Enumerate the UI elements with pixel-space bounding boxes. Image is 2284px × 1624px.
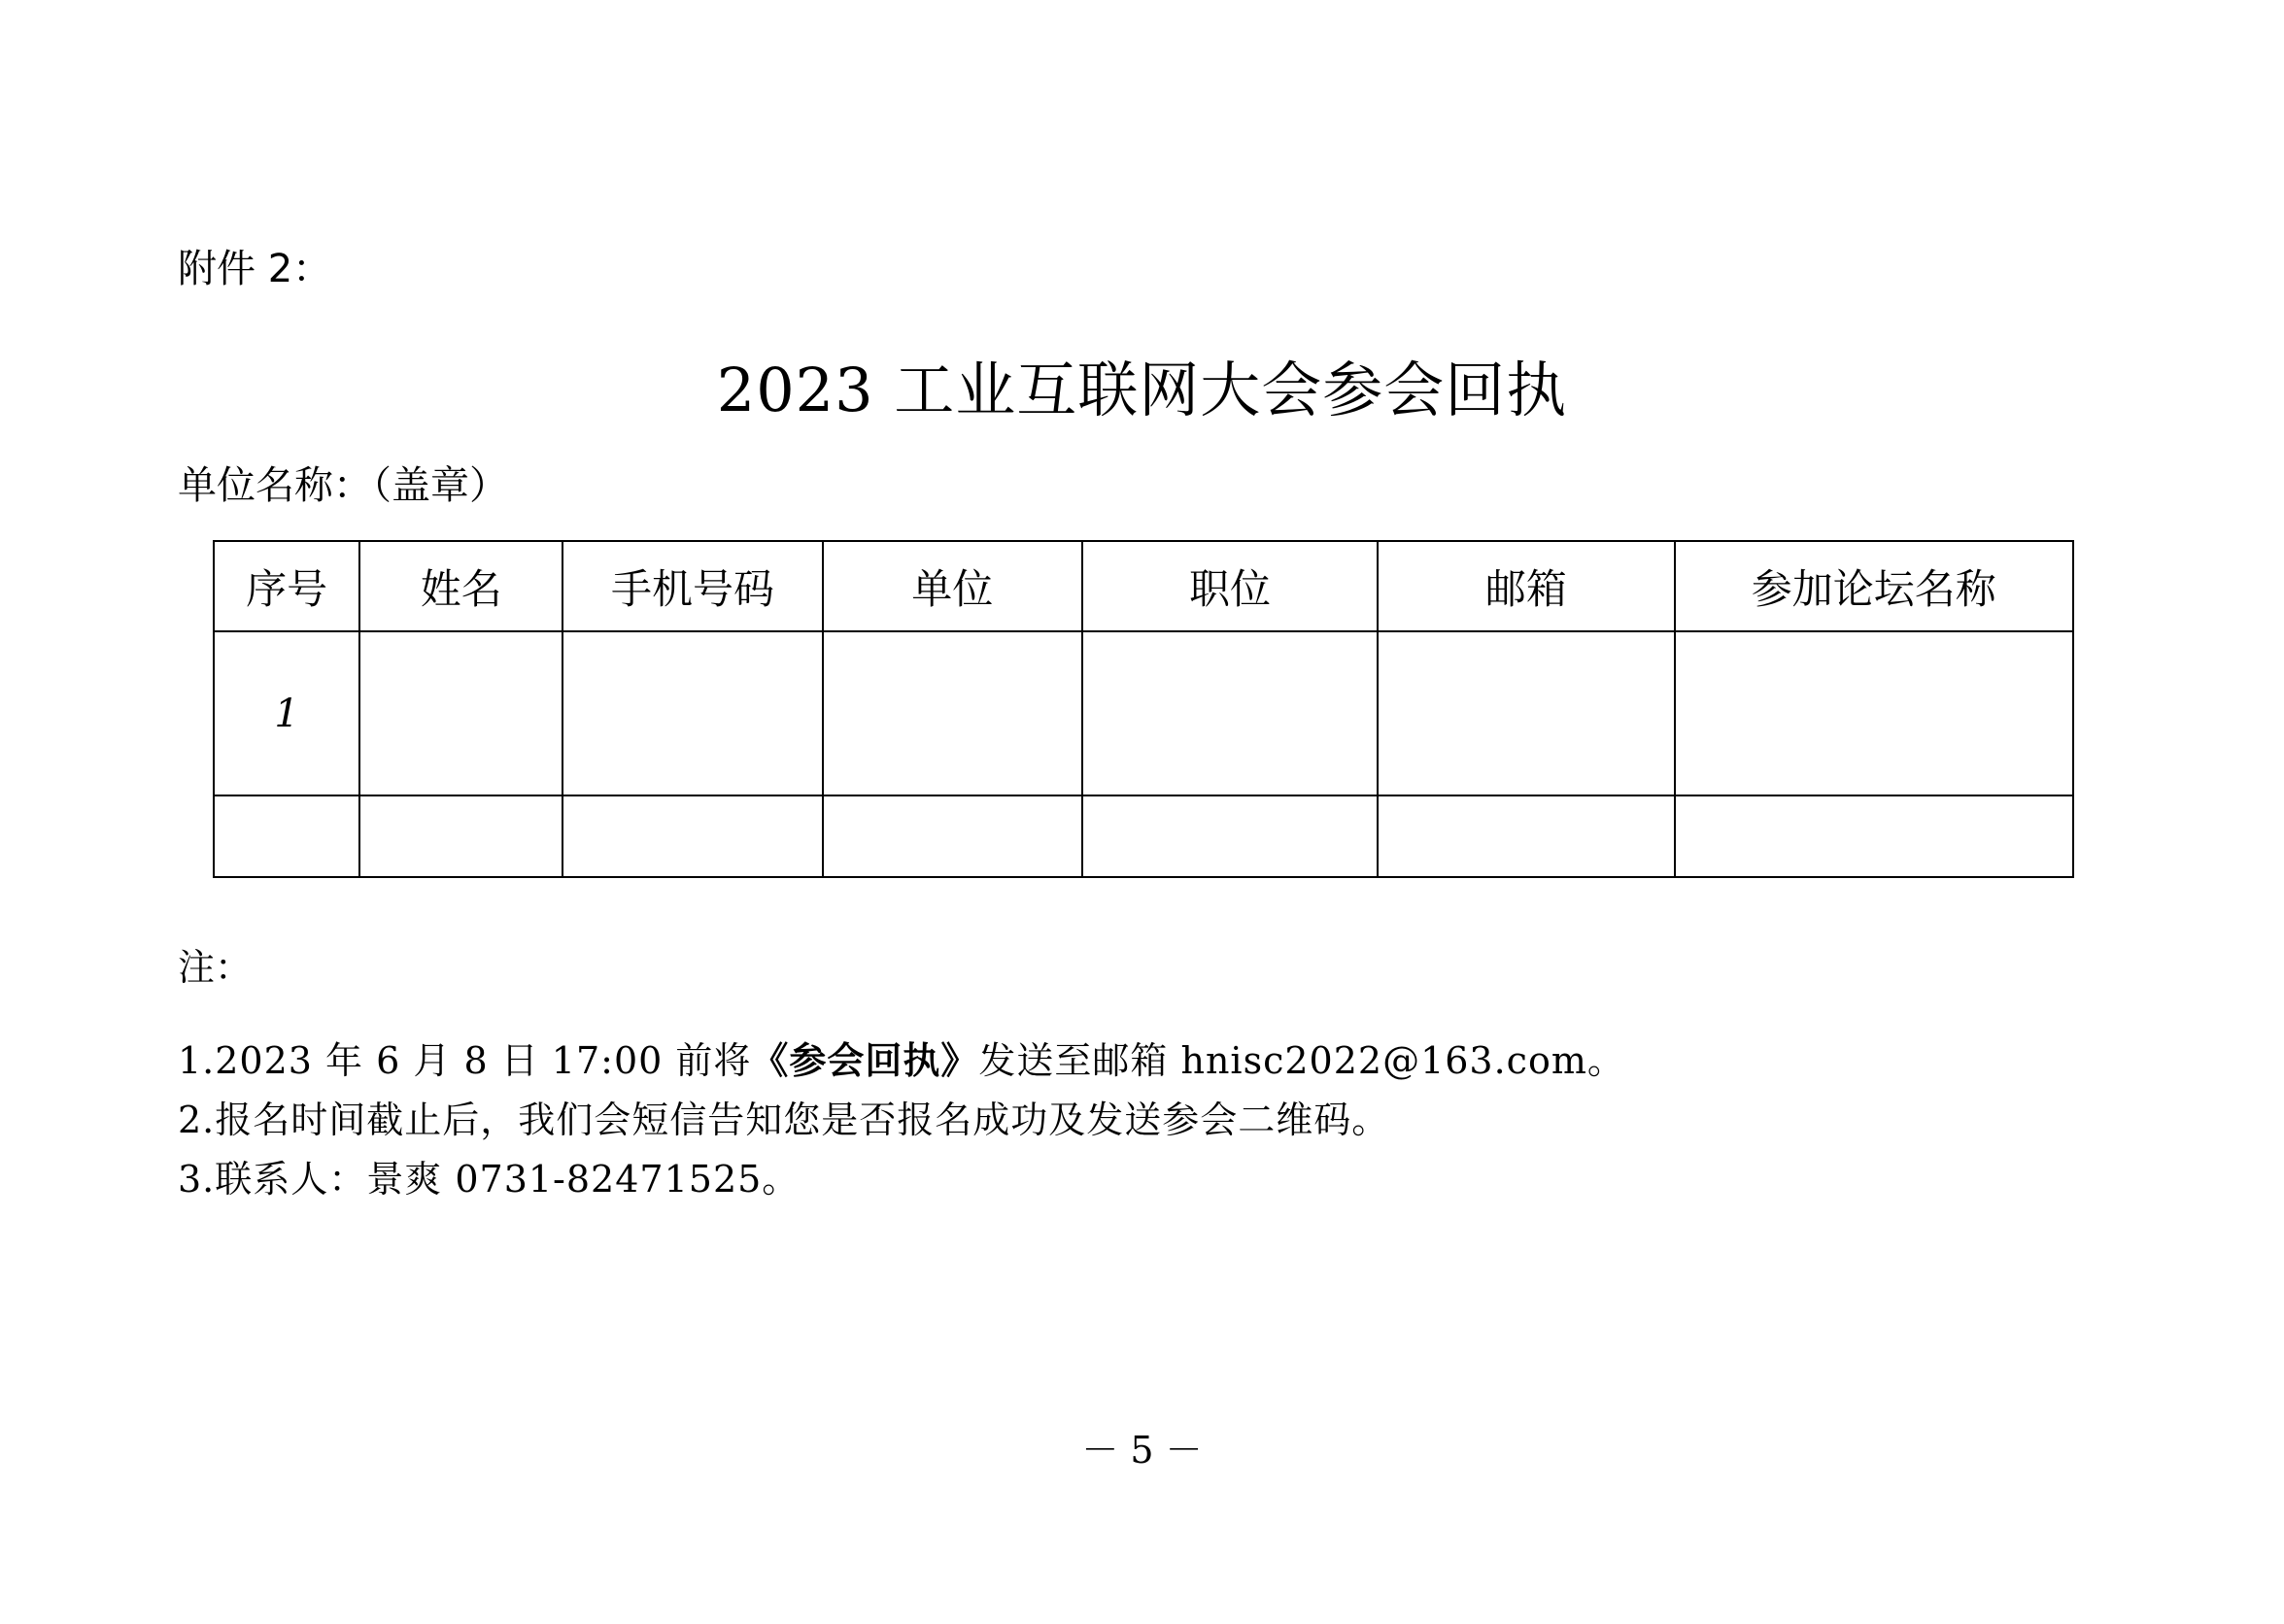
table-cell[interactable] xyxy=(823,795,1082,877)
table-cell[interactable] xyxy=(1082,795,1378,877)
page-title: 2023 工业互联网大会参会回执 xyxy=(716,355,1568,425)
table-cell[interactable] xyxy=(1675,631,2073,795)
attachment-label: 附件 2： xyxy=(178,247,332,291)
table-cell[interactable] xyxy=(1378,795,1674,877)
table-cell[interactable] xyxy=(359,795,562,877)
table-cell[interactable] xyxy=(214,795,359,877)
header-phone: 手机号码 xyxy=(562,541,822,631)
note-1-prefix: 1.2023 年 6 月 8 日 17:00 前将 xyxy=(178,1039,752,1082)
table-row xyxy=(214,795,2073,877)
header-email: 邮箱 xyxy=(1378,541,1674,631)
notes-list xyxy=(178,1032,1625,1209)
registration-table xyxy=(213,540,2074,878)
header-position: 职位 xyxy=(1082,541,1378,631)
header-name: 姓名 xyxy=(359,541,562,631)
table-header-row xyxy=(214,541,2073,631)
unit-name-label: 单位名称：（盖章） xyxy=(178,463,508,508)
table-cell[interactable] xyxy=(823,631,1082,795)
note-item-1 xyxy=(178,1032,1625,1091)
table-cell[interactable] xyxy=(1082,631,1378,795)
page-number: － 5 － xyxy=(1081,1429,1203,1472)
table-cell[interactable]: 1 xyxy=(214,631,359,795)
table-cell[interactable] xyxy=(359,631,562,795)
notes-label: 注： xyxy=(178,946,253,989)
table-row xyxy=(214,631,2073,795)
note-item-3: 3.联系人：景爽 0731-82471525。 xyxy=(178,1158,801,1201)
table-cell[interactable] xyxy=(1675,795,2073,877)
note-item-2: 2.报名时间截止后，我们会短信告知您是否报名成功及发送参会二维码。 xyxy=(178,1099,1390,1141)
header-index: 序号 xyxy=(214,541,359,631)
table-cell[interactable] xyxy=(1378,631,1674,795)
note-1-suffix: 发送至邮箱 hnisc2022@163.com。 xyxy=(978,1039,1625,1082)
note-1-bold: 《参会回执》 xyxy=(751,1039,979,1082)
header-unit: 单位 xyxy=(823,541,1082,631)
table-cell[interactable] xyxy=(562,631,822,795)
table-cell[interactable] xyxy=(562,795,822,877)
header-forum: 参加论坛名称 xyxy=(1675,541,2073,631)
